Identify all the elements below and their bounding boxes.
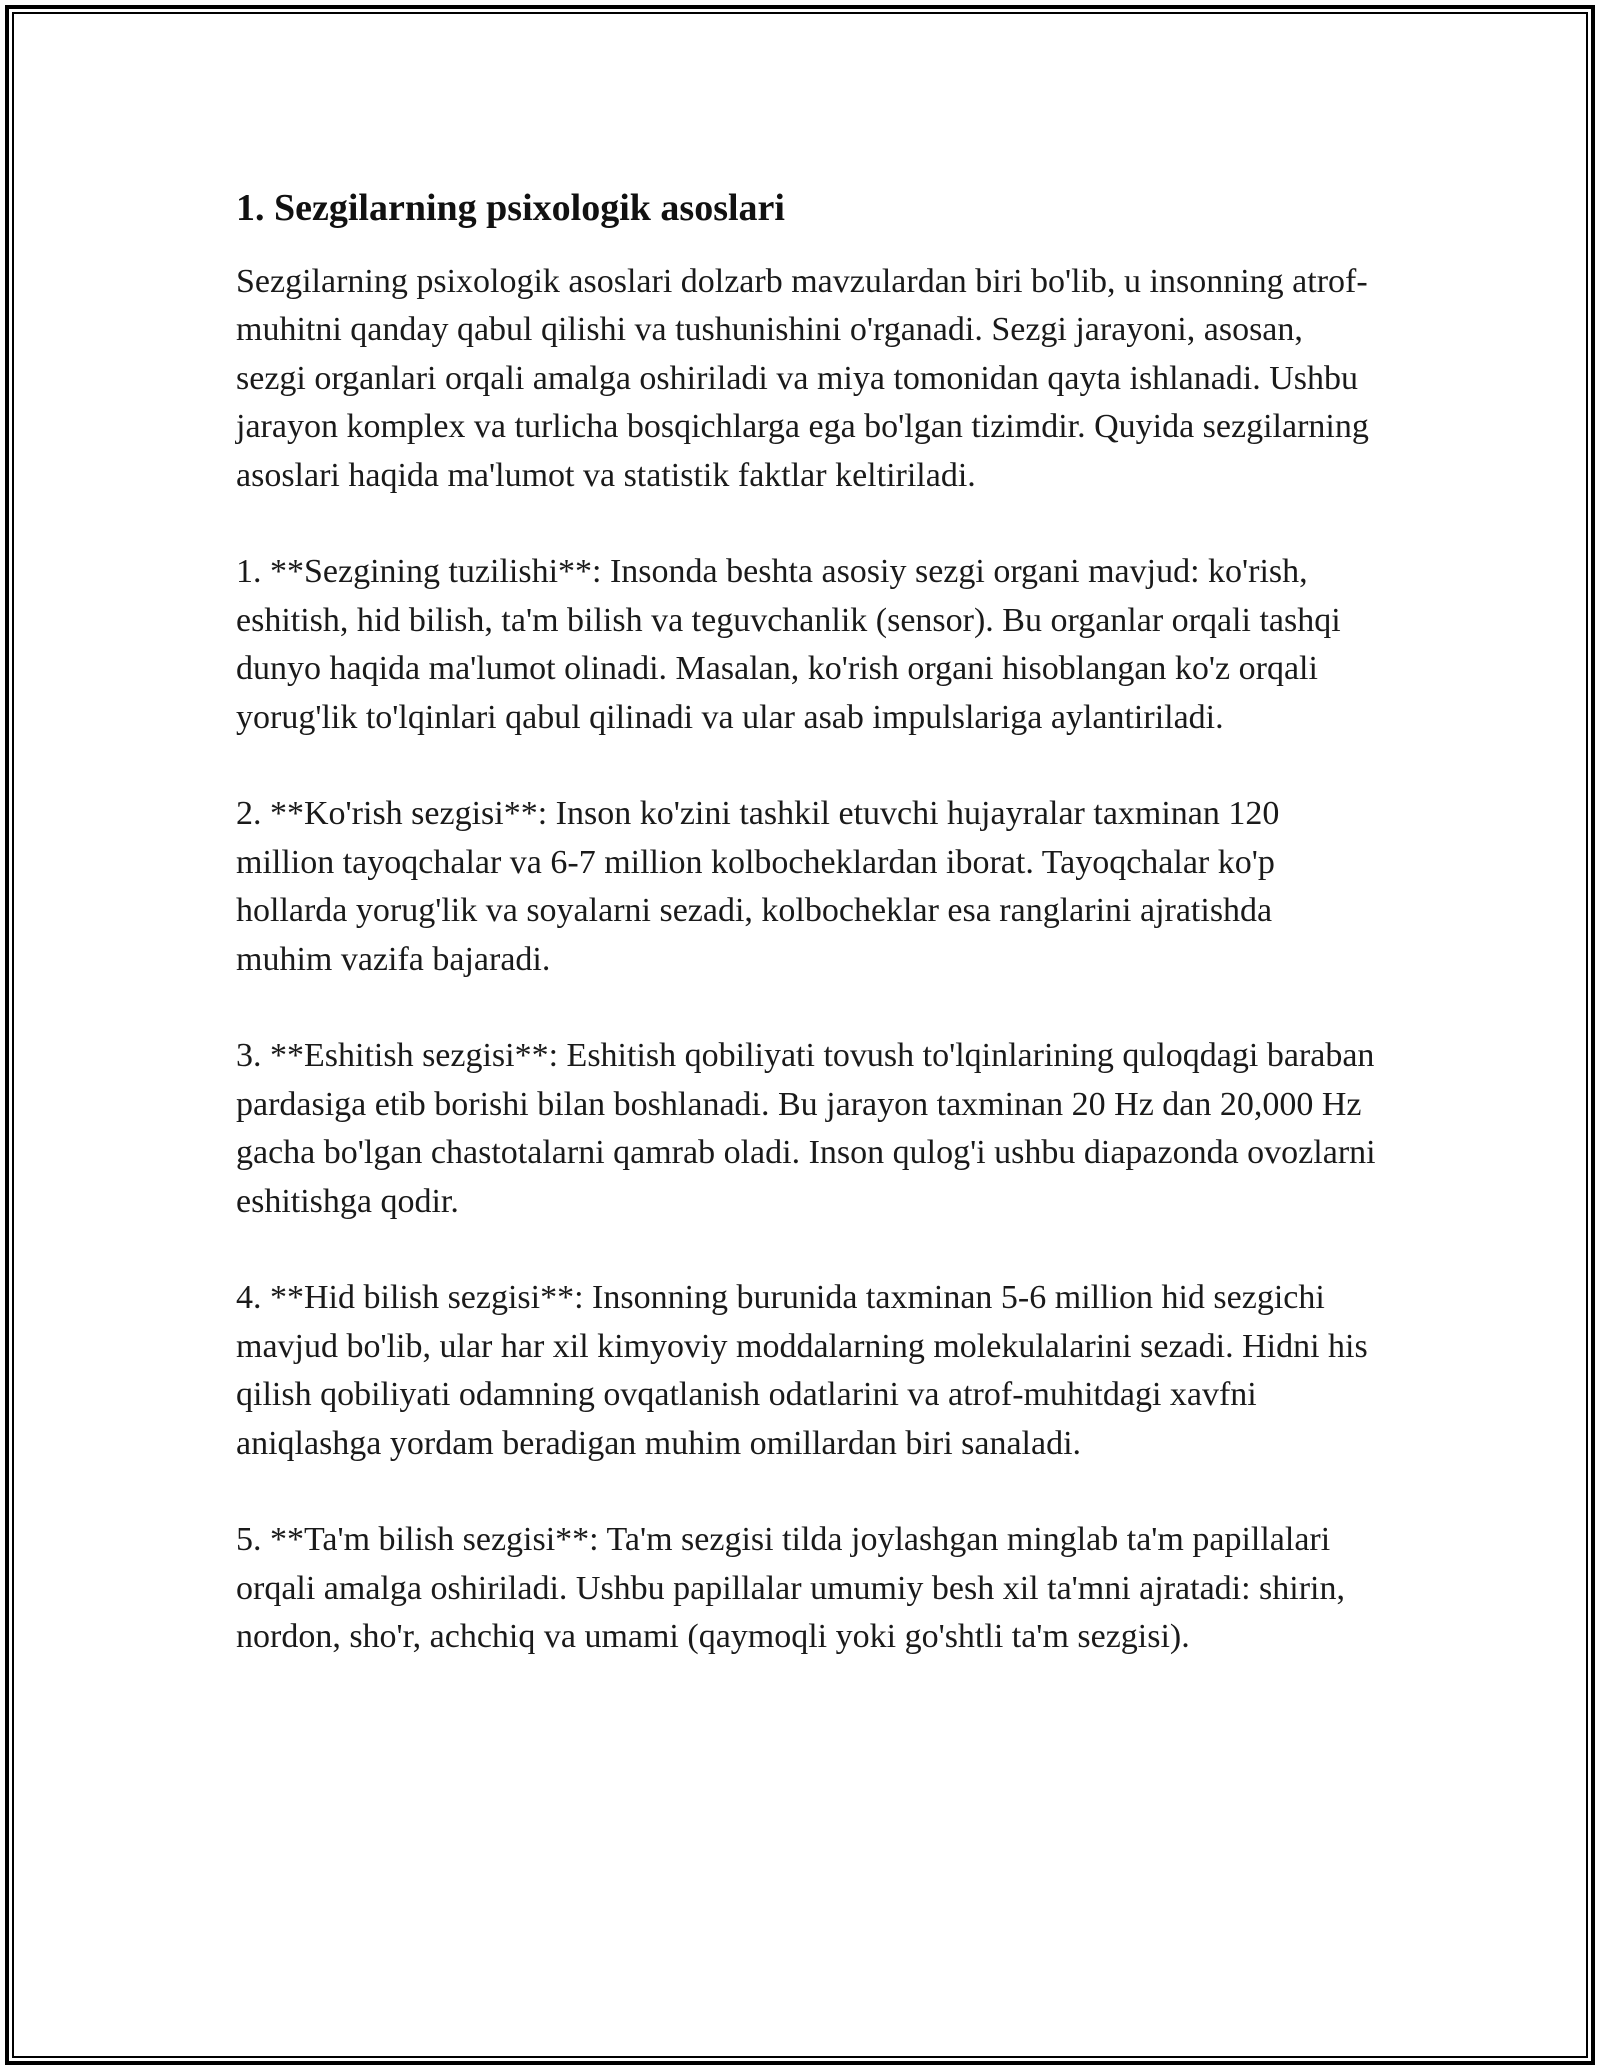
paragraph-sense-structure: 1. **Sezgining tuzilishi**: Insonda beshta asosiy sezgi organi mavjud: ko'rish, eshitish, hid bilish, ta'm bilish va teguvchanlik (sensor). Bu organlar orqali tashqi dunyo haqida ma'lumot olinadi. Masalan, ko'rish organi hisoblangan ko'z orqali yorug'lik to'lqinlari qabul qilinadi va ular asab impulslariga aylantiriladi. (236, 553, 1341, 736)
paragraph-vision: 2. **Ko'rish sezgisi**: Inson ko'zini tashkil etuvchi hujayralar taxminan 120 million tayoqchalar va 6-7 million kolbocheklardan iborat. Tayoqchalar ko'p hollarda yorug'lik va soyalarni sezadi, kolbocheklar esa ranglarini ajratishda muhim vazifa bajaradi. (236, 795, 1280, 978)
paragraph-hearing: 3. **Eshitish sezgisi**: Eshitish qobiliyati tovush to'lqinlarining quloqdagi baraban pardasiga etib borishi bilan boshlanadi. Bu jarayon taxminan 20 Hz dan 20,000 Hz gacha bo'lgan chastotalarni qamrab oladi. Inson qulog'i ushbu diapazonda ovozlarni eshitishga qodir. (236, 1037, 1376, 1220)
paragraph-smell: 4. **Hid bilish sezgisi**: Insonning burunida taxminan 5-6 million hid sezgichi mavjud bo'lib, ular har xil kimyoviy moddalarning molekulalarini sezadi. Hidni his qilish qobiliyati odamning ovqatlanish odatlarini va atrof-muhitdagi xavfni aniqlashga yordam beradigan muhim omillardan biri sanaladi. (236, 1279, 1368, 1462)
document-body (236, 184, 1376, 1710)
intro-paragraph: Sezgilarning psixologik asoslari dolzarb mavzulardan biri bo'lib, u insonning atrof-muhitni qanday qabul qilishi va tushunishini o'rganadi. Sezgi jarayoni, asosan, sezgi organlari orqali amalga oshiriladi va miya tomonidan qayta ishlanadi. Ushbu jarayon komplex va turlicha bosqichlarga ega bo'lgan tizimdir. Quyida sezgilarning asoslari haqida ma'lumot va statistik faktlar keltiriladi. (236, 263, 1369, 494)
paragraph-taste: 5. **Ta'm bilish sezgisi**: Ta'm sezgisi tilda joylashgan minglab ta'm papillalari orqali amalga oshiriladi. Ushbu papillalar umumiy besh xil ta'mni ajratadi: shirin, nordon, sho'r, achchiq va umami (qaymoqli yoki go'shtli ta'm sezgisi). (236, 1521, 1346, 1656)
section-heading: 1. Sezgilarning psixologik asoslari (236, 187, 785, 229)
